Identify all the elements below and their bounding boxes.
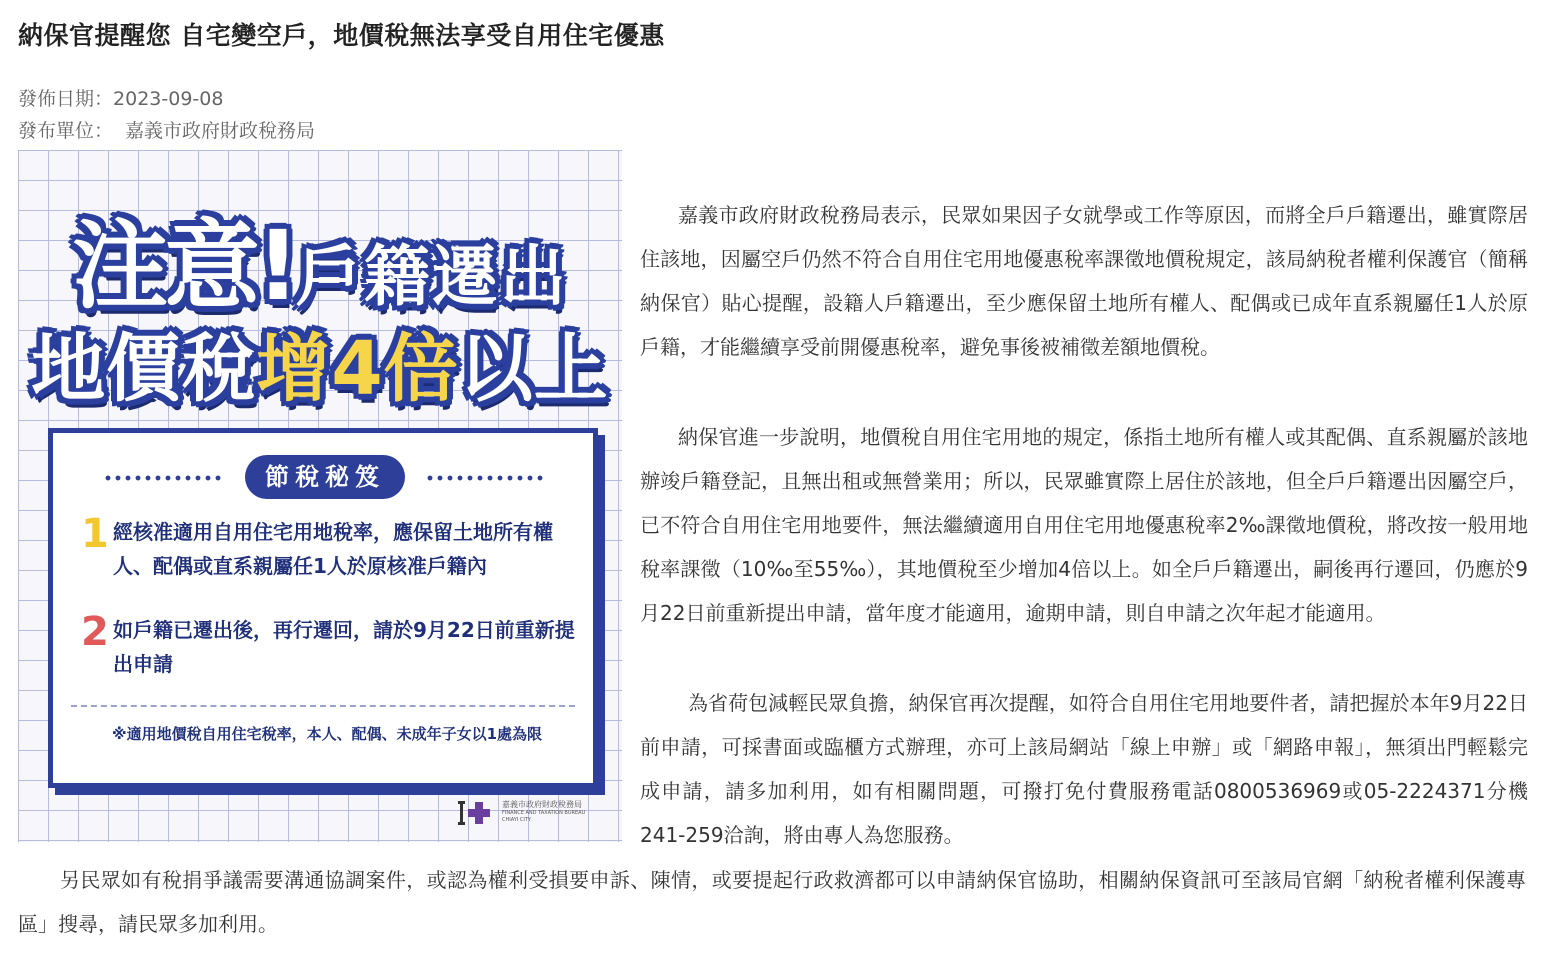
poster-headline-above: 以上 — [458, 326, 609, 412]
tips-card — [48, 428, 598, 788]
poster-headline-2 — [18, 310, 622, 416]
tip-number-1: 1 — [81, 511, 109, 557]
poster-headline-increase: 增4倍 — [256, 326, 459, 412]
bureau-logo-icon — [458, 798, 492, 828]
publish-date-label: 發佈日期： — [18, 88, 114, 110]
tips-title-badge: 節稅秘笈 — [245, 455, 405, 499]
dots-divider-right — [425, 475, 545, 481]
publish-unit-value: 嘉義市政府財政稅務局 — [125, 120, 316, 142]
poster-footnote: ※適用地價稅自用住宅稅率，本人、配偶、未成年子女以1處為限 — [111, 725, 543, 743]
bureau-logo-text — [502, 800, 585, 824]
poster-headline-tax: 地價稅 — [31, 326, 257, 412]
publish-unit-label: 發布單位： — [18, 120, 114, 142]
article-paragraph-1: 嘉義市政府財政稅務局表示，民眾如果因子女就學或工作等原因，而將全戶戶籍遷出，雖實際居住該地，因屬空戶仍然不符合自用住宅用地優惠稅率課徵地價稅規定，該局納稅者權利保護官（簡稱納保官）貼心提醒，設籍人戶籍遷出，至少應保留土地所有權人、配偶或已成年直系親屬任1人於原戶籍，才能繼續享受前開優惠稅率，避免事後被補徵差額地價稅。 — [640, 203, 1528, 359]
article-poster-image — [18, 150, 622, 842]
poster-headline-attention: 注意! — [72, 210, 296, 322]
page-title: 納保官提醒您 自宅變空戶，地價稅無法享受自用住宅優惠 — [18, 21, 665, 50]
tip-text-2: 如戶籍已遷出後，再行遷回，請於9月22日前重新提出申請 — [113, 618, 575, 676]
article-paragraph-4: 另民眾如有稅捐爭議需要溝通協調案件，或認為權利受損要申訴、陳情，或要提起行政救濟都可以申請納保官協助，相關納保資訊可至該局官網「納稅者權利保護專區」搜尋，請民眾多加利用。 — [18, 868, 1526, 936]
card-divider — [71, 705, 575, 707]
article-paragraph-3: 為省荷包減輕民眾負擔，納保官再次提醒，如符合自用住宅用地要件者，請把握於本年9月22日前申請，可採書面或臨櫃方式辦理，亦可上該局網站「線上申辦」或「網路申報」，無須出門輕鬆完成申請，請多加利用，如有相關問題，可撥打免付費服務電話0800536969或05-2224371分機241-259洽詢，將由專人為您服務。 — [640, 691, 1528, 847]
poster-headline-household: 戶籍遷出 — [295, 238, 568, 315]
publish-date — [18, 84, 223, 111]
article-paragraph-2: 納保官進一步說明，地價稅自用住宅用地的規定，係指土地所有權人或其配偶、直系親屬於該地辦竣戶籍登記，且無出租或無營業用；所以，民眾雖實際上居住於該地，但全戶戶籍遷出因屬空戶，已不符合自用住宅用地要件，無法繼續適用自用住宅用地優惠稅率2‰課徵地價稅，將改按一般用地稅率課徵（10‰至55‰），其地價稅至少增加4倍以上。如全戶戶籍遷出，嗣後再行遷回，仍應於9月22日前重新提出申請，當年度才能適用，逾期申請，則自申請之次年起才能適用。 — [640, 425, 1528, 625]
logo-text-line-1: 嘉義市政府財政稅務局 — [502, 800, 582, 809]
tip-number-2: 2 — [81, 609, 109, 655]
poster-headline-1 — [18, 190, 622, 327]
dots-divider-left — [103, 475, 223, 481]
logo-text-line-2: FINANCE AND TAXATION BUREAU — [502, 810, 586, 816]
logo-text-line-3: CHIAYI CITY — [502, 817, 531, 823]
publish-unit — [18, 116, 315, 143]
tip-text-1: 經核准適用自用住宅用地稅率，應保留土地所有權人、配偶或直系親屬任1人於原核准戶籍內 — [113, 520, 553, 578]
publish-date-value: 2023-09-08 — [113, 88, 224, 110]
bureau-logo — [458, 798, 608, 828]
